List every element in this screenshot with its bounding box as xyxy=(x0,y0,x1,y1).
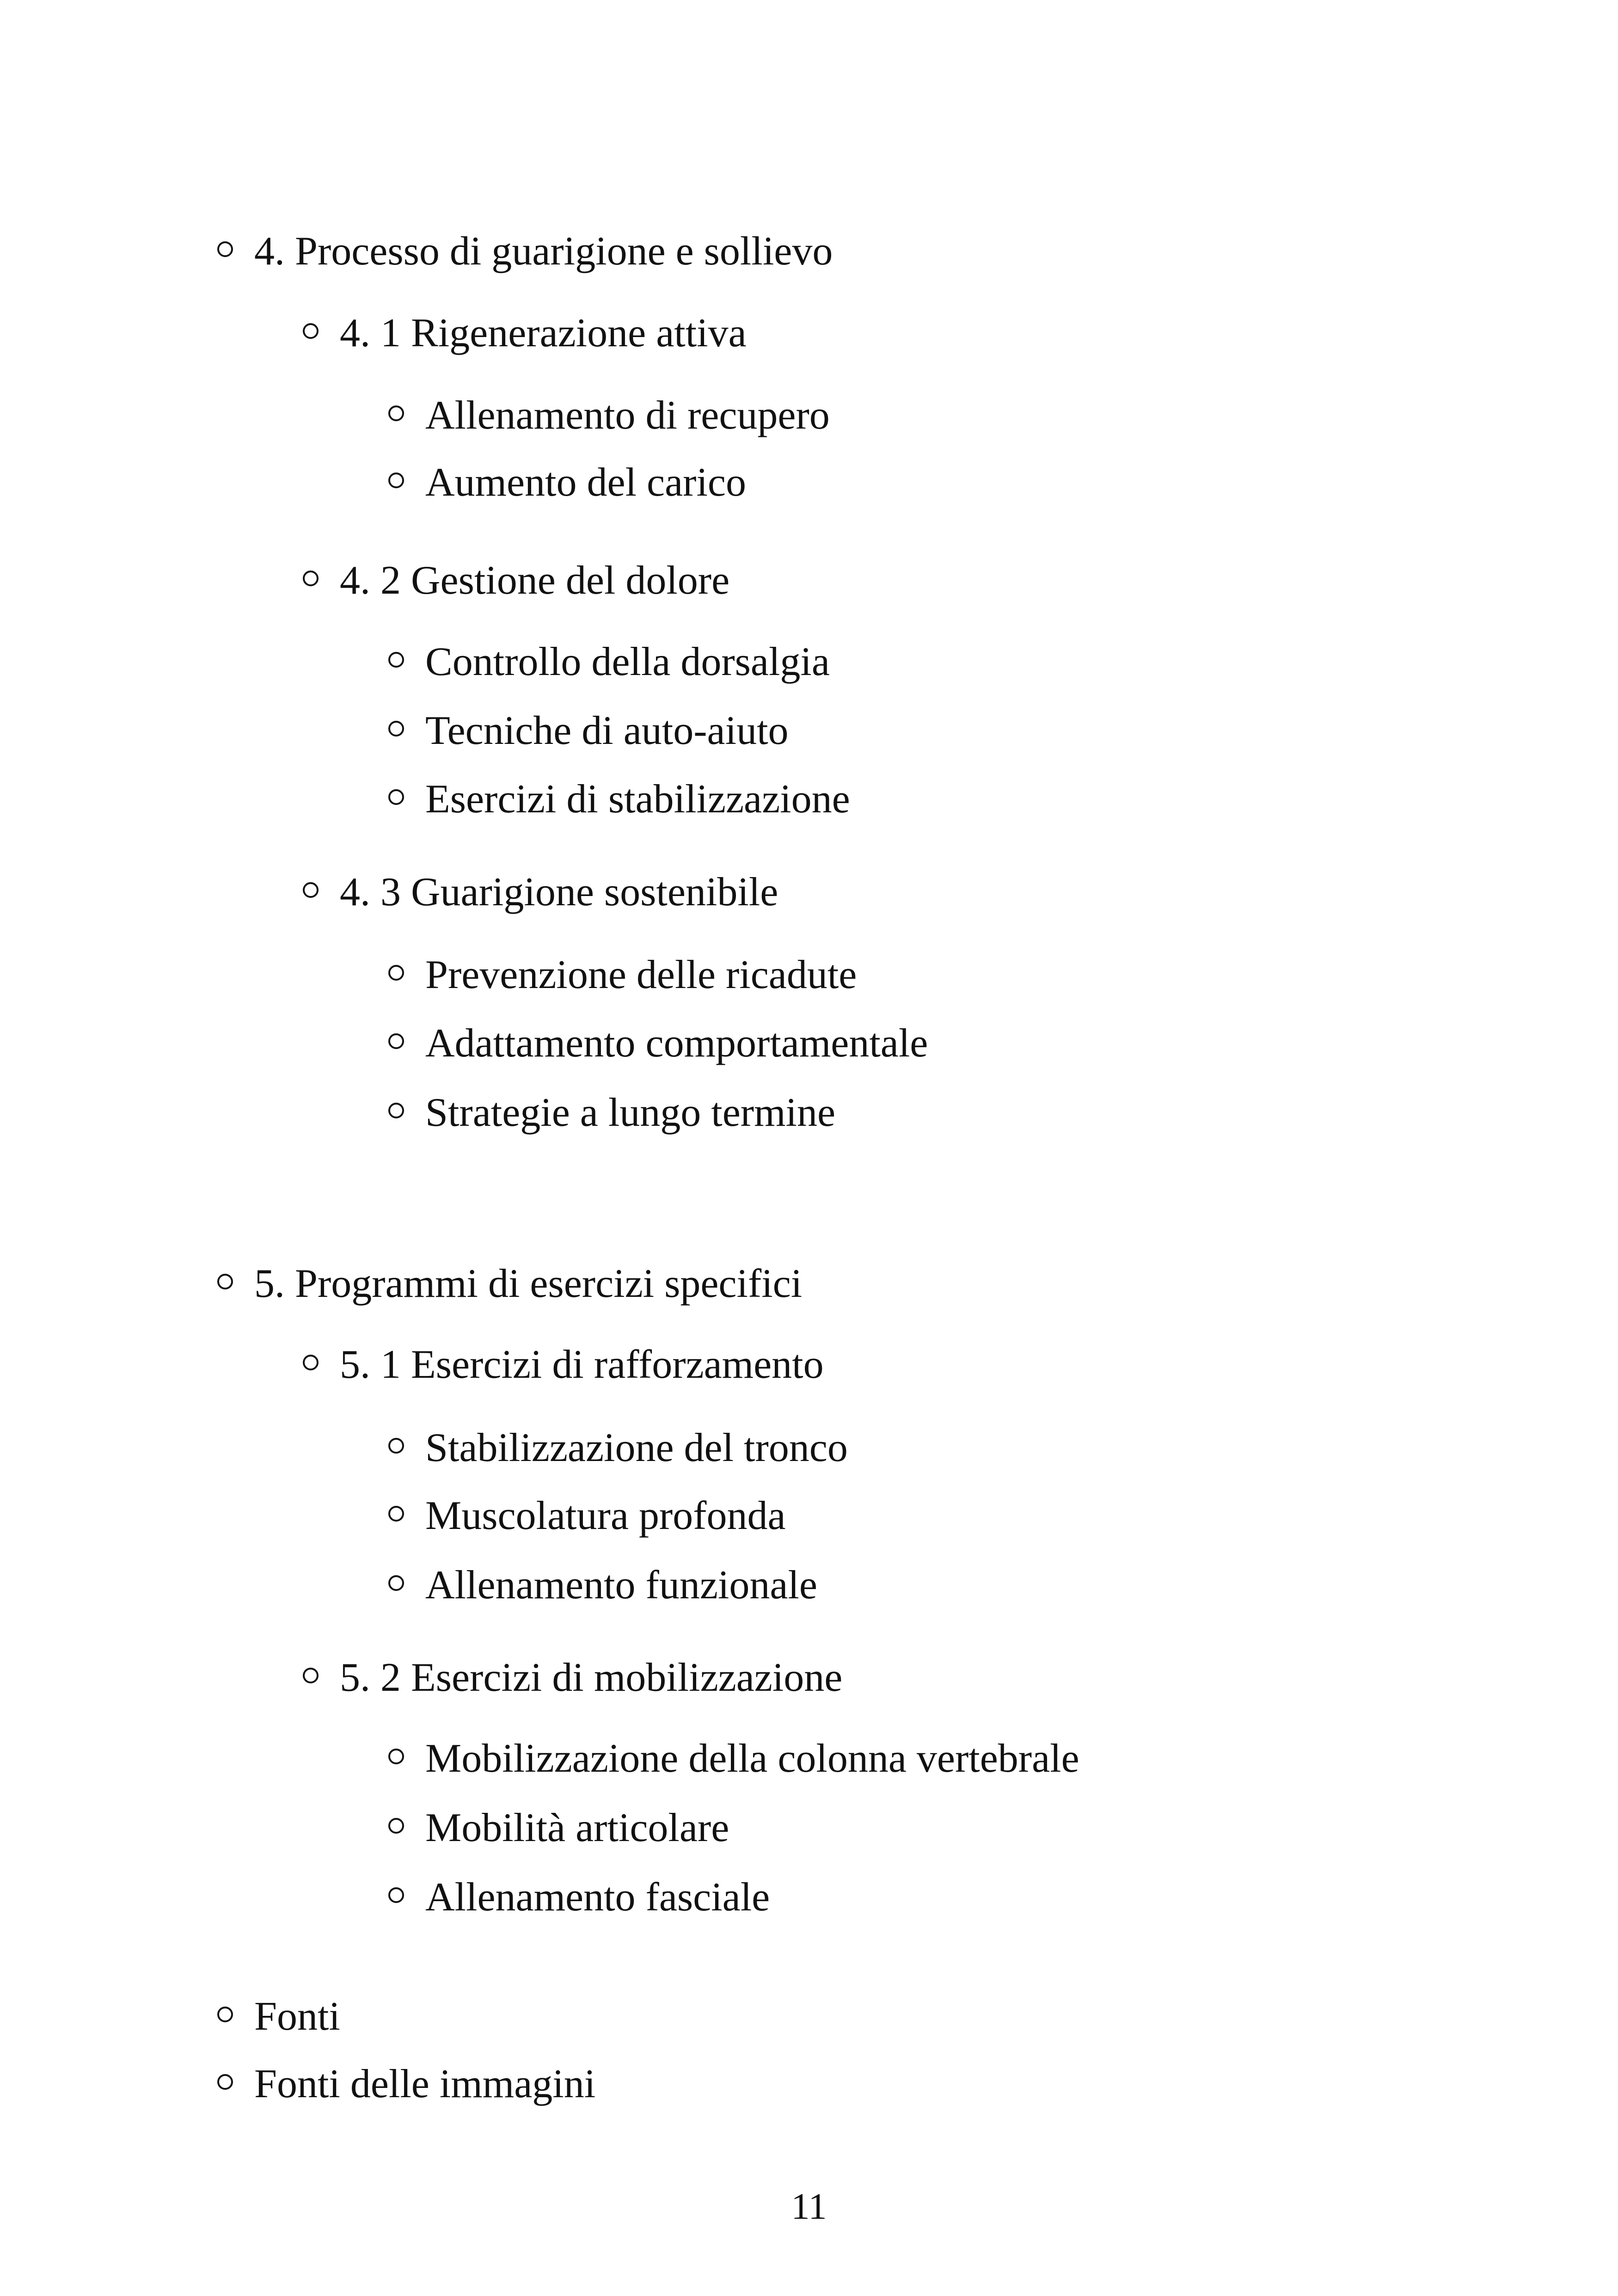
outline-item-label: Allenamento di recupero xyxy=(425,393,830,438)
outline-item xyxy=(388,708,789,753)
outline-item-label: Strategie a lungo termine xyxy=(425,1090,836,1135)
outline-item-fonti xyxy=(217,1996,340,2037)
outline-item-section-4-2 xyxy=(303,560,729,601)
outline-item-label: Allenamento fasciale xyxy=(425,1875,770,1920)
outline-item-label: Esercizi di stabilizzazione xyxy=(425,777,850,822)
circle-bullet-icon xyxy=(303,882,319,898)
circle-bullet-icon xyxy=(303,1355,319,1370)
subsection-title: 4. 2 Gestione del dolore xyxy=(340,558,730,603)
section-title: 5. Programmi di esercizi specifici xyxy=(254,1261,803,1306)
outline-item xyxy=(388,639,830,684)
subsection-title: 5. 2 Esercizi di mobilizzazione xyxy=(340,1655,843,1700)
outline-item-label: Stabilizzazione del tronco xyxy=(425,1425,848,1470)
circle-bullet-icon xyxy=(388,473,404,488)
page-number: 11 xyxy=(791,2186,827,2227)
circle-bullet-icon xyxy=(388,1818,404,1834)
outline-item xyxy=(388,462,746,503)
outline-item xyxy=(388,1493,786,1538)
outline-item-label: Tecniche di auto-aiuto xyxy=(425,708,789,753)
outline-item xyxy=(388,395,830,436)
outline-item-section-5-1 xyxy=(303,1344,824,1385)
circle-bullet-icon xyxy=(388,652,404,668)
circle-bullet-icon xyxy=(303,1668,319,1683)
circle-bullet-icon xyxy=(217,2074,233,2090)
circle-bullet-icon xyxy=(388,1438,404,1454)
outline-item-section-5-2 xyxy=(303,1655,843,1700)
outline-item xyxy=(388,1425,848,1470)
outline-item-label: Mobilità articolare xyxy=(425,1805,729,1850)
circle-bullet-icon xyxy=(388,1749,404,1764)
outline-item-section-4-1 xyxy=(303,313,747,354)
outline-item-label: Prevenzione delle ricadute xyxy=(425,952,857,997)
subsection-title: 4. 1 Rigenerazione attiva xyxy=(340,311,747,356)
outline-item xyxy=(388,1805,729,1850)
outline-item-fonti-immagini xyxy=(217,2064,595,2105)
circle-bullet-icon xyxy=(388,1506,404,1522)
outline-item xyxy=(388,1023,928,1064)
circle-bullet-icon xyxy=(303,323,319,339)
circle-bullet-icon xyxy=(388,405,404,421)
circle-bullet-icon xyxy=(388,1033,404,1049)
circle-bullet-icon xyxy=(388,721,404,737)
section-title: 4. Processo di guarigione e sollievo xyxy=(254,229,833,274)
outline-item-section-5 xyxy=(217,1261,803,1306)
outline-item xyxy=(388,1090,836,1135)
subsection-title: 4. 3 Guarigione sostenibile xyxy=(340,870,778,915)
circle-bullet-icon xyxy=(217,1274,233,1289)
outline-item xyxy=(388,1738,1079,1779)
subsection-title: 5. 1 Esercizi di rafforzamento xyxy=(340,1342,824,1387)
section-title: Fonti xyxy=(254,1994,340,2039)
outline-item-label: Mobilizzazione della colonna vertebrale xyxy=(425,1736,1079,1781)
circle-bullet-icon xyxy=(388,1575,404,1591)
outline-item xyxy=(388,1565,817,1606)
outline-item-label: Muscolatura profonda xyxy=(425,1493,786,1538)
circle-bullet-icon xyxy=(388,789,404,805)
outline-item xyxy=(388,952,857,997)
outline-item-section-4 xyxy=(217,231,833,272)
outline-item-label: Adattamento comportamentale xyxy=(425,1021,928,1066)
section-title: Fonti delle immagini xyxy=(254,2062,596,2106)
circle-bullet-icon xyxy=(388,1103,404,1118)
outline-item xyxy=(388,1877,770,1918)
circle-bullet-icon xyxy=(217,2007,233,2022)
outline-item-section-4-3 xyxy=(303,872,778,913)
circle-bullet-icon xyxy=(217,241,233,257)
outline-item-label: Aumento del carico xyxy=(425,460,746,505)
circle-bullet-icon xyxy=(388,965,404,981)
outline-item xyxy=(388,779,850,820)
circle-bullet-icon xyxy=(388,1887,404,1903)
circle-bullet-icon xyxy=(303,571,319,586)
outline-item-label: Controllo della dorsalgia xyxy=(425,639,830,684)
outline-item-label: Allenamento funzionale xyxy=(425,1563,817,1608)
